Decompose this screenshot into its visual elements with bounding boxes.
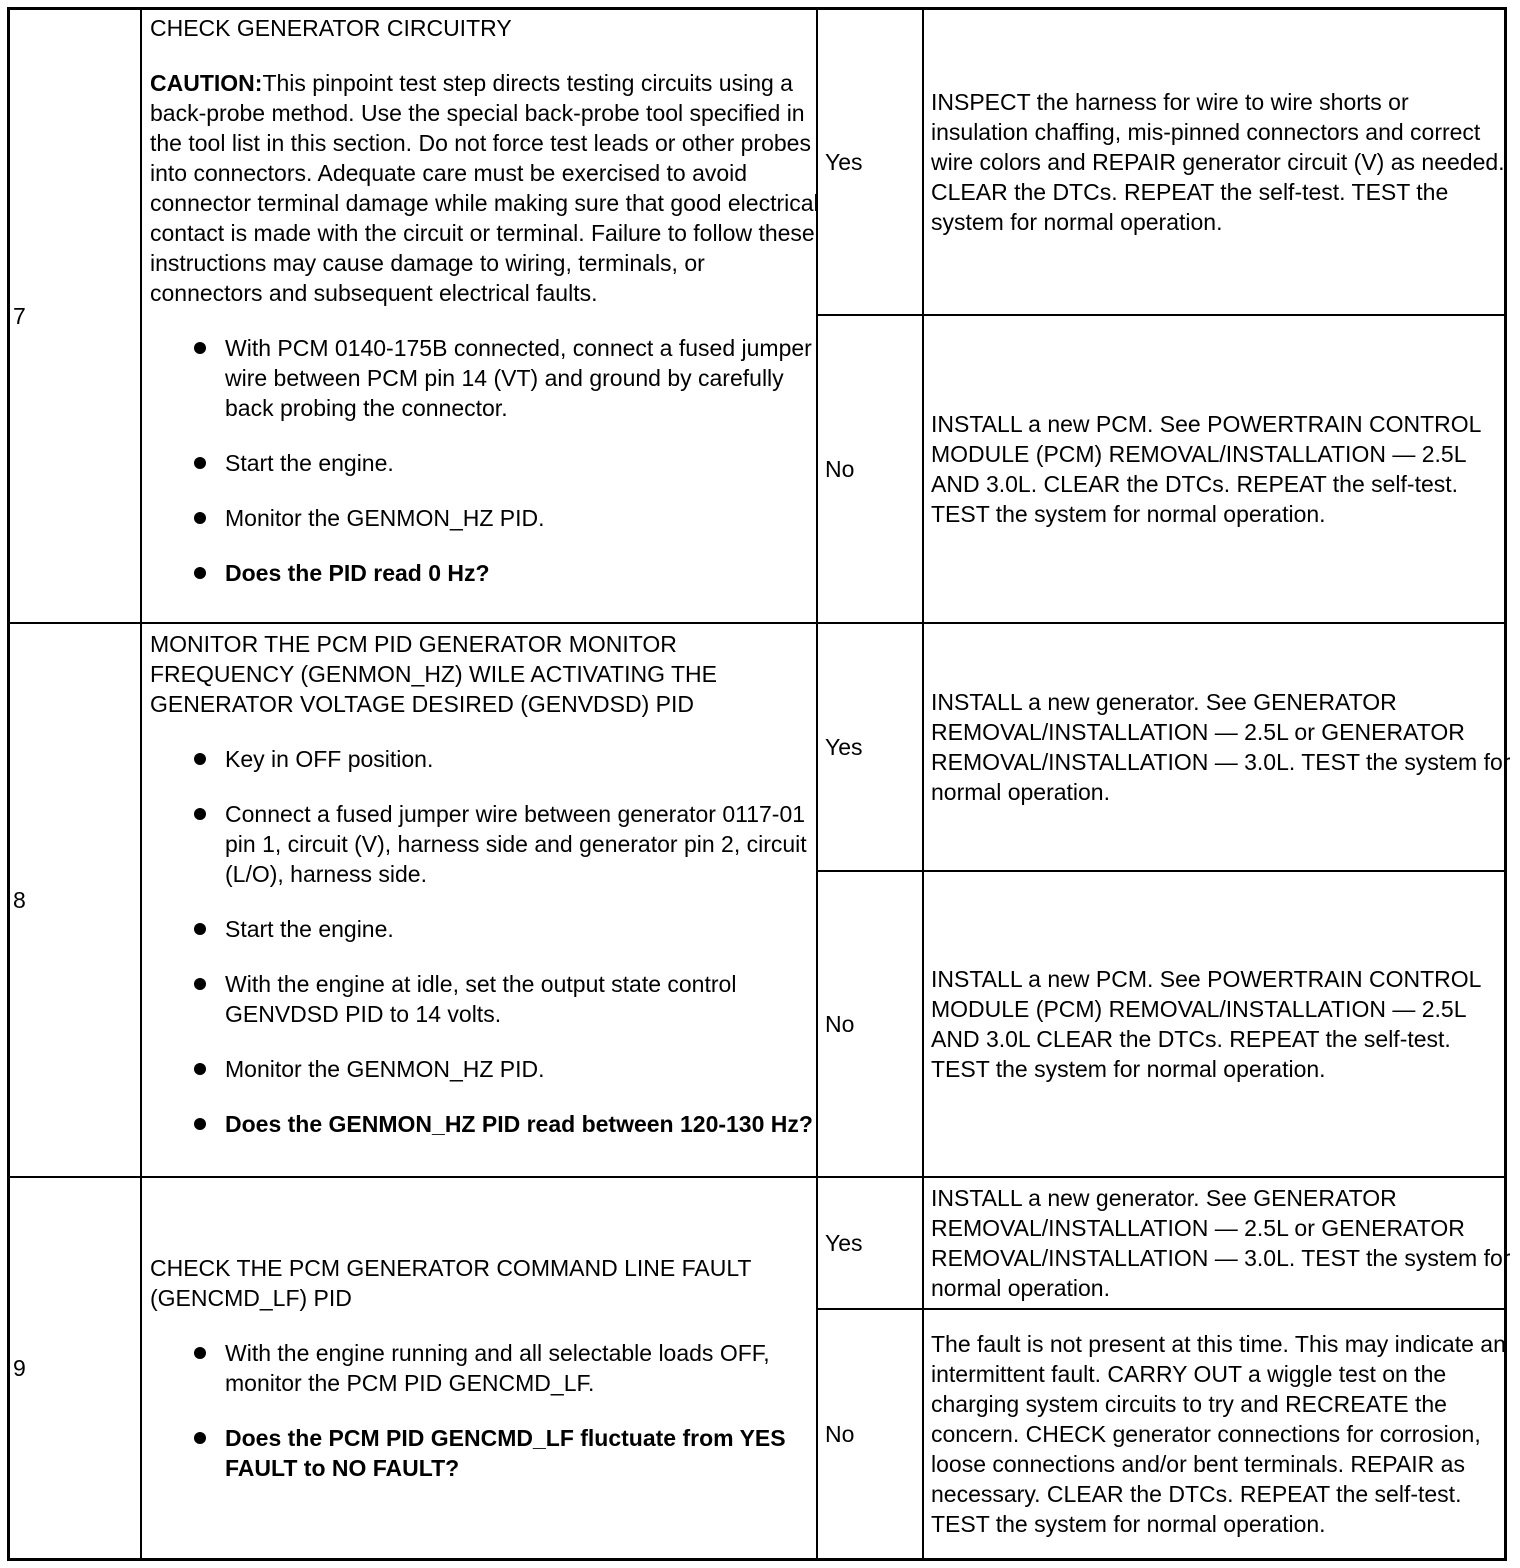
answer-no (825, 1310, 925, 1558)
answer-yes-label: Yes (825, 149, 863, 175)
step-number (13, 10, 133, 622)
answer-yes-label: Yes (825, 1230, 863, 1256)
step-title: CHECK THE PCM GENERATOR COMMAND LINE FAULT (GENCMD_LF) PID (150, 1255, 752, 1311)
list-item: Start the engine. (150, 448, 822, 478)
list-item: Monitor the GENMON_HZ PID. (150, 503, 822, 533)
list-item: With the engine running and all selectable loads OFF, monitor the PCM PID GENCMD_LF. (150, 1338, 822, 1398)
step-number (13, 624, 133, 1176)
list-item: Key in OFF position. (150, 744, 822, 774)
list-item: Connect a fused jumper wire between generator 0117-01 pin 1, circuit (V), harness side and generator pin 2, circuit (L/O), harness side. (150, 799, 822, 889)
result-no-text: INSTALL a new PCM. See POWERTRAIN CONTROL MODULE (PCM) REMOVAL/INSTALLATION — 2.5L AND 3.0L CLEAR the DTCs. REPEAT the self-test. TEST the system for normal operation. (931, 966, 1481, 1082)
result-no (931, 1310, 1511, 1558)
answer-yes (825, 1178, 925, 1308)
caution-note (150, 68, 822, 308)
result-yes (931, 1178, 1511, 1308)
answer-no (825, 872, 925, 1176)
step-instructions (150, 629, 822, 1174)
step-bullets (150, 1338, 822, 1483)
result-yes-text: INSTALL a new generator. See GENERATOR REMOVAL/INSTALLATION — 2.5L or GENERATOR REMOVAL/INSTALLATION — 3.0L. TEST the system for normal operation. (931, 689, 1511, 805)
result-no-text: INSTALL a new PCM. See POWERTRAIN CONTROL MODULE (PCM) REMOVAL/INSTALLATION — 2.5L AND 3.0L. CLEAR the DTCs. REPEAT the self-test. TEST the system for normal operation. (931, 411, 1481, 527)
list-item: With PCM 0140-175B connected, connect a fused jumper wire between PCM pin 14 (VT) and ground by carefully back probing the connector. (150, 333, 822, 423)
result-yes (931, 10, 1511, 314)
answer-yes (825, 624, 925, 870)
caution-text: This pinpoint test step directs testing circuits using a back-probe method. Use the special back-probe tool specified in the tool list in this section. Do not force test leads or other probes into connectors. Adequate care must be exercised to avoid connector terminal damage while making sure that good electrical contact is made with the circuit or terminal. Failure to follow these instructions may cause damage to wiring, terminals, or connectors and subsequent electrical faults. (150, 70, 819, 306)
step-bullets (150, 744, 822, 1139)
step-instructions (150, 1178, 822, 1558)
step-question: Does the PID read 0 Hz? (150, 558, 822, 588)
step-number-text: 9 (13, 1355, 26, 1381)
step-number-text: 8 (13, 887, 26, 913)
column-divider (140, 10, 142, 1558)
step-title: MONITOR THE PCM PID GENERATOR MONITOR FREQUENCY (GENMON_HZ) WILE ACTIVATING THE GENERATOR VOLTAGE DESIRED (GENVDSD) PID (150, 631, 717, 717)
answer-yes-label: Yes (825, 734, 863, 760)
result-no (931, 872, 1511, 1176)
step-number-text: 7 (13, 303, 26, 329)
answer-no-label: No (825, 1421, 855, 1447)
list-item: Monitor the GENMON_HZ PID. (150, 1054, 822, 1084)
result-no-text: The fault is not present at this time. This may indicate an intermittent fault. CARRY OUT a wiggle test on the charging system circuits to try and RECREATE the concern. CHECK generator connections for corrosion, loose connections and/or bent terminals. REPAIR as necessary. CLEAR the DTCs. REPEAT the self-test. TEST the system for normal operation. (931, 1331, 1506, 1537)
step-question: Does the GENMON_HZ PID read between 120-130 Hz? (150, 1109, 822, 1139)
step-title: CHECK GENERATOR CIRCUITRY (150, 15, 512, 41)
step-bullets (150, 333, 822, 588)
answer-no (825, 316, 925, 622)
step-question: Does the PCM PID GENCMD_LF fluctuate from YES FAULT to NO FAULT? (150, 1423, 822, 1483)
result-yes-text: INSTALL a new generator. See GENERATOR REMOVAL/INSTALLATION — 2.5L or GENERATOR REMOVAL/INSTALLATION — 3.0L. TEST the system for normal operation. (931, 1185, 1511, 1301)
step-number (13, 1178, 133, 1558)
diagnostic-table (7, 7, 1511, 1561)
list-item: Start the engine. (150, 914, 822, 944)
answer-no-label: No (825, 456, 855, 482)
answer-yes (825, 10, 925, 314)
step-content (150, 1253, 822, 1483)
list-item: With the engine at idle, set the output state control GENVDSD PID to 14 volts. (150, 969, 822, 1029)
step-instructions (150, 13, 822, 619)
result-yes-text: INSPECT the harness for wire to wire shorts or insulation chaffing, mis-pinned connectors and correct wire colors and REPAIR generator circuit (V) as needed. CLEAR the DTCs. REPEAT the self-test. TEST the system for normal operation. (931, 89, 1505, 235)
caution-label: CAUTION: (150, 70, 263, 96)
answer-no-label: No (825, 1011, 855, 1037)
result-yes (931, 624, 1511, 870)
result-no (931, 316, 1511, 622)
